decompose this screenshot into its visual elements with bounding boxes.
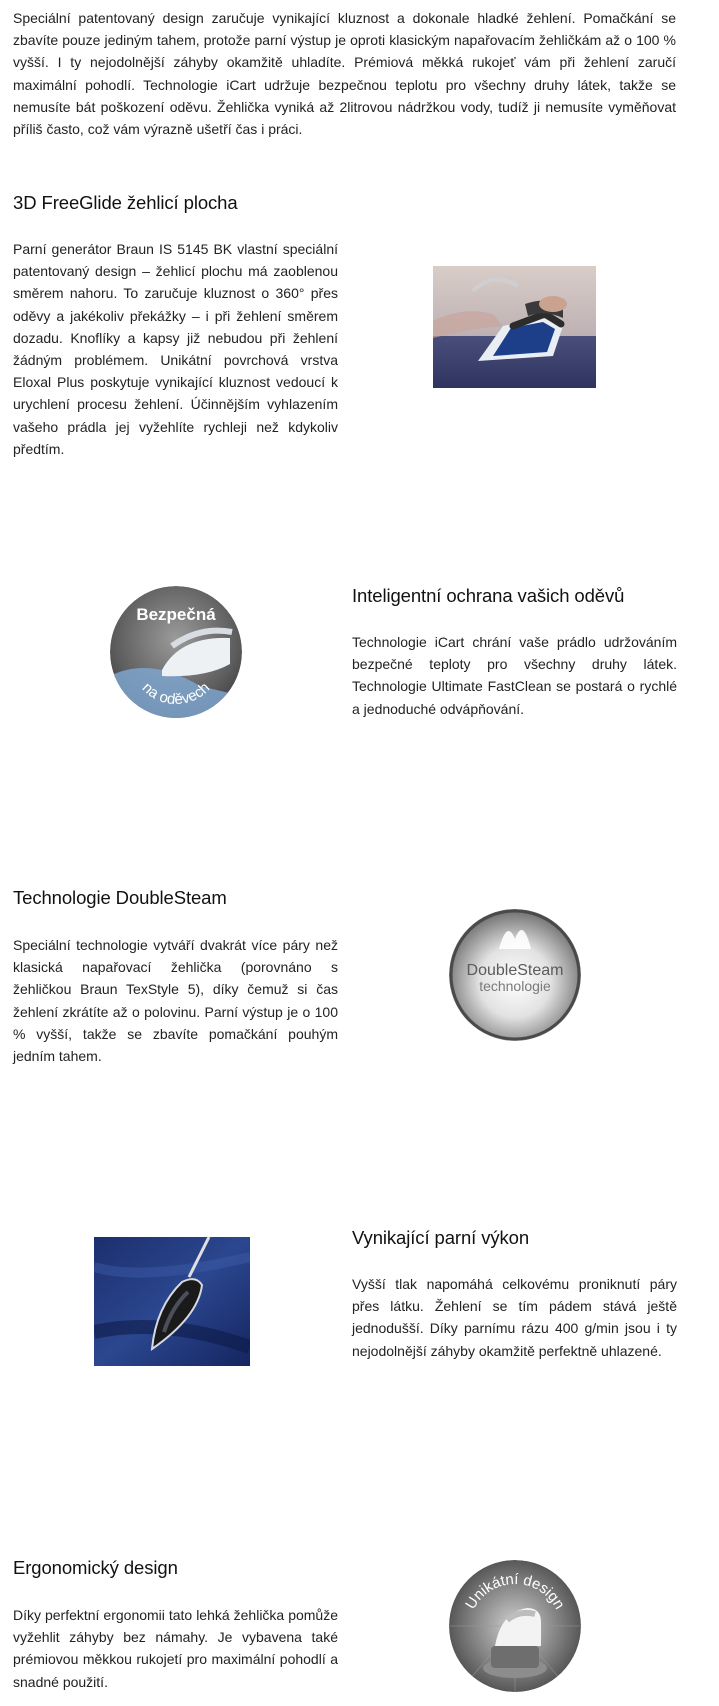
- badge-technologie-text: technologie: [479, 978, 551, 994]
- section-text-protection: Technologie iCart chrání vaše prádlo udržováním bezpečné teploty pro všechny druhy látek. Technologie Ultimate FastClean se postará o rychlé a jednoduché odvápňování.: [352, 634, 677, 717]
- section-text-freeglide: Parní generátor Braun IS 5145 BK vlastní speciální patentovaný design – žehlicí plochu má zaoblenou směrem nahoru. To zaručuje kluznost o 360° přes oděvy a jakékoliv překážky – i při žehlení směrem dozadu. Knoflíky a kapsy již nebudou při žehlení žádným problémem. Unikátní povrchová vrstva Eloxal Plus poskytuje vynikající kluznost vedoucí k urychlení procesu žehlení. Účinnějším vyhlazením vašeho prádla jej vyžehlíte rychleji než kdykoliv předtím.: [13, 241, 338, 457]
- badge-bottom-text: na oděvech: [138, 679, 214, 709]
- unique-design-badge: [449, 1560, 581, 1692]
- section-text-steam: Vyšší tlak napomáhá celkovému proniknutí páry přes látku. Žehlení se tím pádem stává ještě jednodušší. Díky parnímu rázu 400 g/min jsou i ty nejodolnější záhyby okamžitě perfektně uhlazené.: [352, 1276, 677, 1359]
- safe-on-clothes-badge: [110, 586, 242, 718]
- badge-unique-design-text: Unikátní design: [462, 1570, 568, 1613]
- section-title-freeglide: 3D FreeGlide žehlicí plocha: [13, 192, 238, 213]
- section-text-doublesteam: Speciální technologie vytváří dvakrát více páry než klasická napařovací žehlička (porovnáno s žehličkou Braun TexStyle 5), díky čemuž si čas žehlení zkrátíte až o polovinu. Parní výstup je o 100 % vyšší, takže se zbavíte pomačkání pouhým jedním tahem.: [13, 937, 338, 1065]
- iron-steam-image: [94, 1237, 250, 1366]
- section-title-ergonomic: Ergonomický design: [13, 1557, 178, 1578]
- section-text-ergonomic: Díky perfektní ergonomii tato lehká žehlička pomůže vyžehlit záhyby bez námahy. Je vybavena také prémiovou měkkou rukojetí pro maximální pohodlí a snadné použití.: [13, 1607, 338, 1690]
- section-title-steam: Vynikající parní výkon: [352, 1227, 530, 1248]
- section-title-protection: Inteligentní ochrana vašich oděvů: [352, 585, 625, 606]
- iron-on-board-image: [433, 266, 596, 388]
- doublesteam-badge: [449, 909, 581, 1041]
- intro-paragraph: Speciální patentovaný design zaručuje vynikající kluznost a dokonale hladké žehlení. Pomačkání se zbavíte pouze jediným tahem, protože parní výstup je oproti klasickým napařovacím žehličkám až o 100 % vyšší. I ty nejodolnější záhyby okamžitě uhladíte. Prémiová měkká rukojeť vám při žehlení zaručí maximální pohodlí. Technologie iCart udržuje bezpečnou teplotu pro všechny druhy látek, takže se nemusíte bát poškození oděvu. Žehlička vyniká až 2litrovou nádržkou vody, tudíž ji nemusíte vyměňovat příliš často, což vám výrazně ušetří čas i práci.: [13, 10, 676, 138]
- section-title-doublesteam: Technologie DoubleSteam: [13, 887, 227, 908]
- badge-top-text: Bezpečná: [136, 605, 216, 624]
- badge-doublesteam-text: DoubleSteam: [466, 962, 564, 979]
